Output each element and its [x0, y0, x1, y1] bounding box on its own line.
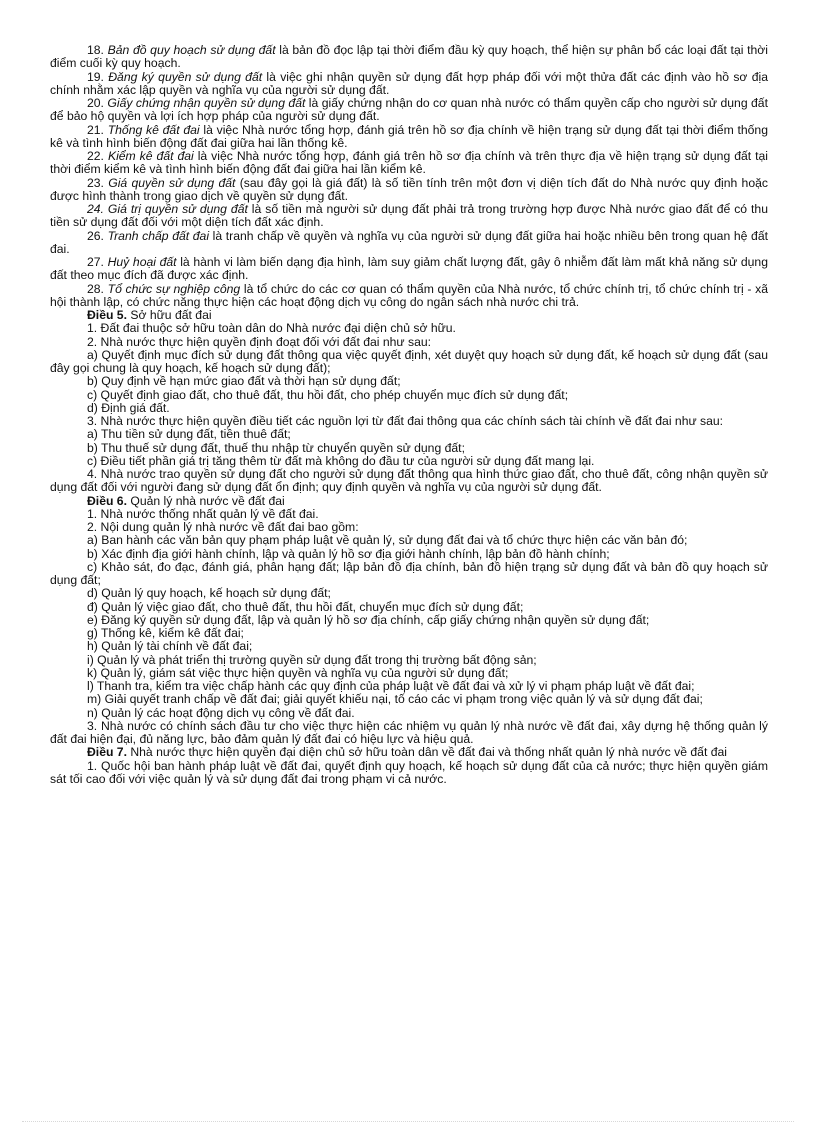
item-18: 18. Bản đồ quy hoạch sử dụng đất là bản đồ đọc lập tại thời điểm đầu kỳ quy hoạch, thể hiện sự phân bổ các loại đất tại thời điểm cuối kỳ quy hoạch. [50, 43, 768, 71]
dieu-6-d: d) Quản lý quy hoạch, kế hoạch sử dụng đất; [87, 586, 331, 601]
term-26: Tranh chấp đất đai [107, 228, 210, 243]
item-27: 27. Huỷ hoại đất là hành vi làm biến dạng địa hình, làm suy giảm chất lượng đất, gây ô nhiễm đất làm mất khả năng sử dụng đất theo mục đích đã được xác định. [50, 255, 768, 283]
dieu-7-label: Điều 7. [87, 745, 127, 760]
dieu-6-c: c) Khảo sát, đo đạc, đánh giá, phân hạng đất; lập bản đồ địa chính, bản đồ hiện trạng sử dụng đất và bản đồ quy hoạch sử dụng đất; [50, 559, 768, 587]
dieu-6-title: Quản lý nhà nước về đất đai [126, 493, 285, 508]
dieu-6-heading [50, 495, 768, 508]
dieu-5-k3: 3. Nhà nước thực hiện quyền điều tiết các nguồn lợi từ đất đai thông qua các chính sách tài chính về đất đai như sau: [87, 414, 724, 428]
dieu-6-h: h) Quản lý tài chính về đất đai; [87, 639, 253, 654]
term-28: Tổ chức sự nghiệp công [107, 281, 241, 296]
term-23: Giá quyền sử dụng đất [108, 175, 236, 190]
item-21-text: là việc Nhà nước tổng hợp, đánh giá trên hồ sơ địa chính về hiện trạng sử dụng đất tại thời điểm thống kê và tình hình biến động đất đai giữa hai lần thống kê. [50, 122, 768, 150]
item-19-text: là việc ghi nhận quyền sử dụng đất hợp pháp đối với một thửa đất các định vào hồ sơ địa chính nhằm xác lập quyền và nghĩa vụ của người sử dụng đất. [50, 69, 768, 97]
dieu-6-k3: 3. Nhà nước có chính sách đầu tư cho việc thực hiện các nhiệm vụ quản lý nhà nước về đất đai, xây dựng hệ thống quản lý đất đai hiện đại, đủ năng lực, bảo đảm quản lý đất đai có hiệu lực và hiệu quả. [50, 718, 768, 746]
term-18: Bản đồ quy hoạch sử dụng đất [107, 43, 276, 57]
term-19: Đăng ký quyền sử dụng đất [108, 69, 263, 84]
term-21: Thống kê đất đai [107, 122, 200, 137]
dieu-6-i: i) Quản lý và phát triển thị trường quyền sử dụng đất trong thị trường bất động sản; [87, 652, 537, 667]
term-27: Huỷ hoại đất [107, 255, 177, 269]
item-27-text: là hành vi làm biến dạng địa hình, làm suy giảm chất lượng đất, gây ô nhiễm đất làm mất khả năng sử dụng đất theo mục đích đã được xác định. [50, 255, 768, 283]
dieu-6-k1: 1. Nhà nước thống nhất quản lý về đất đai. [87, 506, 319, 521]
dieu-5-k3a: a) Thu tiền sử dụng đất, tiền thuê đất; [87, 427, 291, 442]
page-bottom-divider [22, 1121, 794, 1122]
dieu-5-k2a: a) Quyết định mục đích sử dụng đất thông qua việc quyết định, xét duyệt quy hoạch sử dụng đất, kế hoạch sử dụng đất (sau đây gọi chung là quy hoạch, kế hoạch sử dụng đất); [50, 347, 768, 375]
item-24 [50, 203, 768, 230]
dieu-6-a: a) Ban hành các văn bản quy phạm pháp luật về quản lý, sử dụng đất đai và tổ chức thực hiện các văn bản đó; [87, 533, 688, 548]
dieu-7-k1: 1. Quốc hội ban hành pháp luật về đất đai, quyết định quy hoạch, kế hoạch sử dụng đất của cả nước; thực hiện quyền giám sát tối cao đối với việc quản lý và sử dụng đất đai trong phạm vi cả nước. [50, 758, 768, 786]
dieu-6-label: Điều 6. [87, 493, 127, 508]
term-24-text: Giá trị quyền sử dụng đất [107, 202, 248, 216]
dieu-5-k2c: c) Quyết định giao đất, cho thuê đất, thu hồi đất, cho phép chuyển mục đích sử dụng đất; [87, 387, 569, 402]
dieu-6-g: g) Thống kê, kiểm kê đất đai; [87, 626, 244, 640]
dieu-5-k1: 1. Đất đai thuộc sở hữu toàn dân do Nhà nước đại diện chủ sở hữu. [87, 321, 456, 336]
dieu-6-k: k) Quản lý, giám sát việc thực hiện quyền và nghĩa vụ của người sử dụng đất; [87, 665, 509, 680]
item-21: 21. Thống kê đất đai là việc Nhà nước tổng hợp, đánh giá trên hồ sơ địa chính về hiện trạng sử dụng đất tại thời điểm thống kê và tình hình biến động đất đai giữa hai lần thống kê. [50, 122, 768, 150]
item-22-text: là việc Nhà nước tổng hợp, đánh giá trên hồ sơ địa chính và trên thực địa về hiện trạng sử dụng đất tại thời điểm kiểm kê và tình hình biến động đất đai giữa hai lần kiểm kê. [50, 149, 768, 177]
term-24: 24. Giá trị quyền sử dụng đất [87, 202, 248, 216]
dieu-5-k4: 4. Nhà nước trao quyền sử dụng đất cho người sử dụng đất thông qua hình thức giao đất, cho thuê đất, công nhận quyền sử dụng đất đối với người đang sử dụng đất ổn định; quy định quyền và nghĩa vụ của người sử dụng đất. [50, 467, 768, 495]
dieu-6-e: e) Đăng ký quyền sử dụng đất, lập và quản lý hồ sơ địa chính, cấp giấy chứng nhận quyền sử dụng đất; [87, 612, 650, 627]
dieu-6-k2: 2. Nội dung quản lý nhà nước về đất đai bao gồm: [87, 520, 359, 534]
term-22: Kiểm kê đất đai [107, 149, 194, 163]
item-24-text: là số tiền mà người sử dụng đất phải trả trong trường hợp được Nhà nước giao đất để có thu tiền sử dụng đất đối với một diện tích đất xác định. [50, 202, 768, 230]
dieu-5-k2d: d) Định giá đất. [87, 400, 170, 415]
term-20: Giấy chứng nhận quyền sử dụng đất [107, 96, 306, 110]
item-28: 28. Tổ chức sự nghiệp công là tổ chức do các cơ quan có thẩm quyền của Nhà nước, tổ chức chính trị, tổ chức chính trị - xã hội thành lập, có chức năng thực hiện các hoạt động dịch vụ công do ngân sách nhà nước chi trả. [50, 281, 768, 309]
item-26: 26. Tranh chấp đất đai là tranh chấp về quyền và nghĩa vụ của người sử dụng đất giữa hai hoặc nhiều bên trong quan hệ đất đai. [50, 228, 768, 256]
item-20-text: là giấy chứng nhận do cơ quan nhà nước có thẩm quyền cấp cho người sử dụng đất để bảo hộ quyền và lợi ích hợp pháp của người sử dụng đất. [50, 96, 768, 124]
item-28-text: là tổ chức do các cơ quan có thẩm quyền của Nhà nước, tổ chức chính trị, tổ chức chính trị - xã hội thành lập, có chức năng thực hiện các hoạt động dịch vụ công do ngân sách nhà nước chi trả. [50, 281, 768, 309]
dieu-7-title: Nhà nước thực hiện quyền đại diện chủ sở hữu toàn dân về đất đai và thống nhất quản lý nhà nước về đất đai [126, 745, 727, 760]
dieu-6-dd: đ) Quản lý việc giao đất, cho thuê đất, thu hồi đất, chuyển mục đích sử dụng đất; [87, 599, 524, 614]
dieu-5-k3c: c) Điều tiết phần giá trị tăng thêm từ đất mà không do đầu tư của người sử dụng đất mang lại. [87, 453, 595, 468]
dieu-5-label: Điều 5. [87, 308, 127, 322]
item-19: 19. Đăng ký quyền sử dụng đất là việc ghi nhận quyền sử dụng đất hợp pháp đối với một thửa đất các định vào hồ sơ địa chính nhằm xác lập quyền và nghĩa vụ của người sử dụng đất. [50, 69, 768, 97]
dieu-6-m: m) Giải quyết tranh chấp về đất đai; giải quyết khiếu nại, tố cáo các vi phạm trong việc quản lý và sử dụng đất đai; [87, 692, 703, 707]
item-22: 22. Kiểm kê đất đai là việc Nhà nước tổng hợp, đánh giá trên hồ sơ địa chính và trên thực địa về hiện trạng sử dụng đất tại thời điểm kiểm kê và tình hình biến động đất đai giữa hai lần kiểm kê. [50, 149, 768, 177]
dieu-5-title: Sở hữu đất đai [126, 308, 212, 322]
dieu-7-heading [50, 746, 768, 759]
dieu-6-n: n) Quản lý các hoạt động dịch vụ công về đất đai. [87, 705, 355, 720]
dieu-6-l: l) Thanh tra, kiểm tra việc chấp hành các quy định của pháp luật về đất đai và xử lý vi phạm pháp luật về đất đai; [87, 679, 695, 693]
dieu-5-k3b: b) Thu thuế sử dụng đất, thuế thu nhập từ chuyển quyền sử dụng đất; [87, 440, 465, 455]
item-23-text: (sau đây gọi là giá đất) là số tiền tính trên một đơn vị diện tích đất do Nhà nước quy định hoặc được hình thành trong giao dịch về quyền sử dụng đất. [50, 175, 768, 203]
item-20: 20. Giấy chứng nhận quyền sử dụng đất là giấy chứng nhận do cơ quan nhà nước có thẩm quyền cấp cho người sử dụng đất để bảo hộ quyền và lợi ích hợp pháp của người sử dụng đất. [50, 96, 768, 124]
item-18-text: là bản đồ đọc lập tại thời điểm đầu kỳ quy hoạch, thể hiện sự phân bổ các loại đất tại thời điểm cuối kỳ quy hoạch. [50, 43, 768, 71]
dieu-5-heading [50, 309, 768, 322]
dieu-5-k2: 2. Nhà nước thực hiện quyền định đoạt đối với đất đai như sau: [87, 334, 432, 349]
dieu-6-b: b) Xác định địa giới hành chính, lập và quản lý hồ sơ địa giới hành chính, lập bản đồ hành chính; [87, 546, 610, 561]
item-26-text: là tranh chấp về quyền và nghĩa vụ của người sử dụng đất giữa hai hoặc nhiều bên trong quan hệ đất đai. [50, 228, 768, 256]
item-23: 23. Giá quyền sử dụng đất (sau đây gọi là giá đất) là số tiền tính trên một đơn vị diện tích đất do Nhà nước quy định hoặc được hình thành trong giao dịch về quyền sử dụng đất. [50, 175, 768, 203]
dieu-5-k2b: b) Quy định về hạn mức giao đất và thời hạn sử dụng đất; [87, 374, 401, 389]
